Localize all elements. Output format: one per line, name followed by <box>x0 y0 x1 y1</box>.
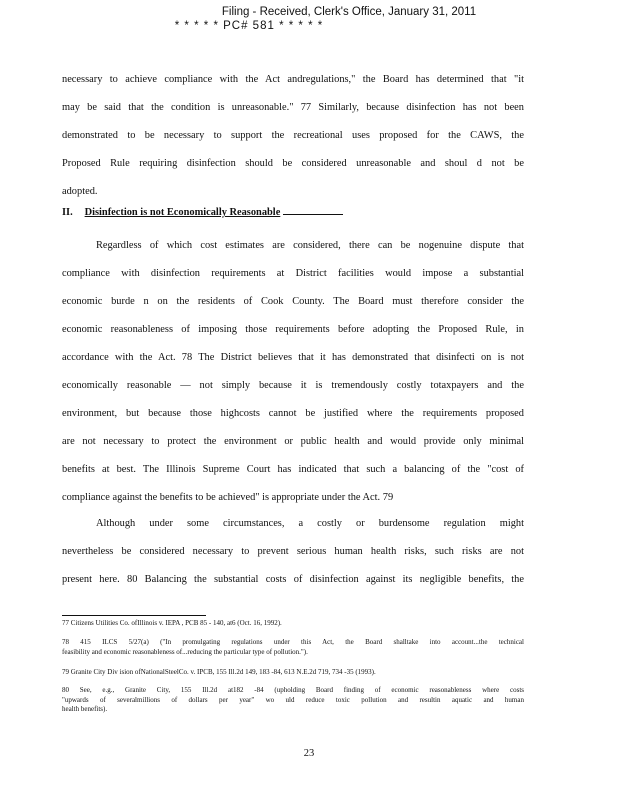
page-number: 23 <box>303 748 315 759</box>
footnote-line: 80 See, e.g., Granite City, 155 Ill.2d at182 -84 (upholding Board finding of economic reasonableness where costs <box>62 686 524 694</box>
section-title: Disinfection is not Economically Reasonable <box>84 207 281 218</box>
text-line: economically reasonable — not simply because it is tremendously costly totaxpayers and the <box>62 380 524 391</box>
footnote-77 <box>62 619 524 629</box>
footnote-79 <box>62 668 524 678</box>
section-number: II. <box>62 207 73 218</box>
text-line: demonstrated to be necessary to support the recreational uses proposed for the CAWS, the <box>62 130 524 141</box>
text-line: economic burde n on the residents of Cook County. The Board must therefore consider the <box>62 296 524 307</box>
footnote-line: health benefits). <box>62 705 108 713</box>
text-line: adopted. <box>62 186 98 197</box>
section-heading <box>62 206 343 218</box>
text-line: environment, but because those highcosts cannot be justified where the requirements proposed <box>62 408 524 419</box>
footnote-80 <box>62 686 524 715</box>
paragraph-continued <box>62 66 524 206</box>
text-line: necessary to achieve compliance with the Act andregulations," the Board has determined that "it <box>62 74 524 85</box>
paragraph-economic <box>62 232 524 512</box>
footnote-line: 77 Citizens Utilities Co. ofIllinois v. IEPA , PCB 85 - 140, at6 (Oct. 16, 1992). <box>62 619 282 627</box>
text-line: nevertheless be considered necessary to prevent serious human health risks, such risks are not <box>62 546 524 557</box>
text-line: compliance against the benefits to be achieved" is appropriate under the Act. 79 <box>62 492 394 503</box>
footnote-line: feasibility and economic reasonableness of...reducing the particular type of pollution."). <box>62 647 308 656</box>
footnote-separator <box>62 615 206 616</box>
text-line: may be said that the condition is unreasonable." 77 Similarly, because disinfection has not been <box>62 102 524 113</box>
footnote-line: 78 415 ILCS 5/27(a) ("In promulgating regulations under this Act, the Board shalltake into account...the technical <box>62 638 524 646</box>
text-line: benefits at best. The Illinois Supreme Court has indicated that such a balancing of the "cost of <box>62 464 524 475</box>
text-line: Proposed Rule requiring disinfection should be considered unreasonable and shoul d not be <box>62 158 524 169</box>
footnote-line: "upwards of severalmillions of dollars per year" wo uld reduce toxic pollution and resultin aquatic and human <box>62 695 524 704</box>
text-line: present here. 80 Balancing the substantial costs of disinfection against its negligible benefits, the <box>62 574 524 585</box>
text-line: are not necessary to protect the environment or public health and would provide only minimal <box>62 436 524 447</box>
text-line: Regardless of which cost estimates are considered, there can be nogenuine dispute that <box>96 240 524 251</box>
footnote-line: 79 Granite City Div ision ofNationalSteelCo. v. IPCB, 155 Ill.2d 149, 183 -84, 613 N.E.2d 719, 734 -35 (1993). <box>62 668 376 676</box>
paragraph-health-risks <box>62 510 524 594</box>
text-line: accordance with the Act. 78 The District believes that it has demonstrated that disinfecti on is not <box>62 352 524 363</box>
filing-header: Filing - Received, Clerk's Office, January 31, 2011 <box>221 6 477 18</box>
text-line: compliance with disinfection requirements at District facilities would impose a substantial <box>62 268 524 279</box>
text-line: Although under some circumstances, a costly or burdensome regulation might <box>96 518 524 529</box>
heading-underline <box>283 206 343 215</box>
text-line: economic reasonableness of imposing those requirements before adopting the Proposed Rule, in <box>62 324 524 335</box>
footnote-78 <box>62 638 524 657</box>
pc-number-header: * * * * * PC# 581 * * * * * <box>174 20 324 32</box>
